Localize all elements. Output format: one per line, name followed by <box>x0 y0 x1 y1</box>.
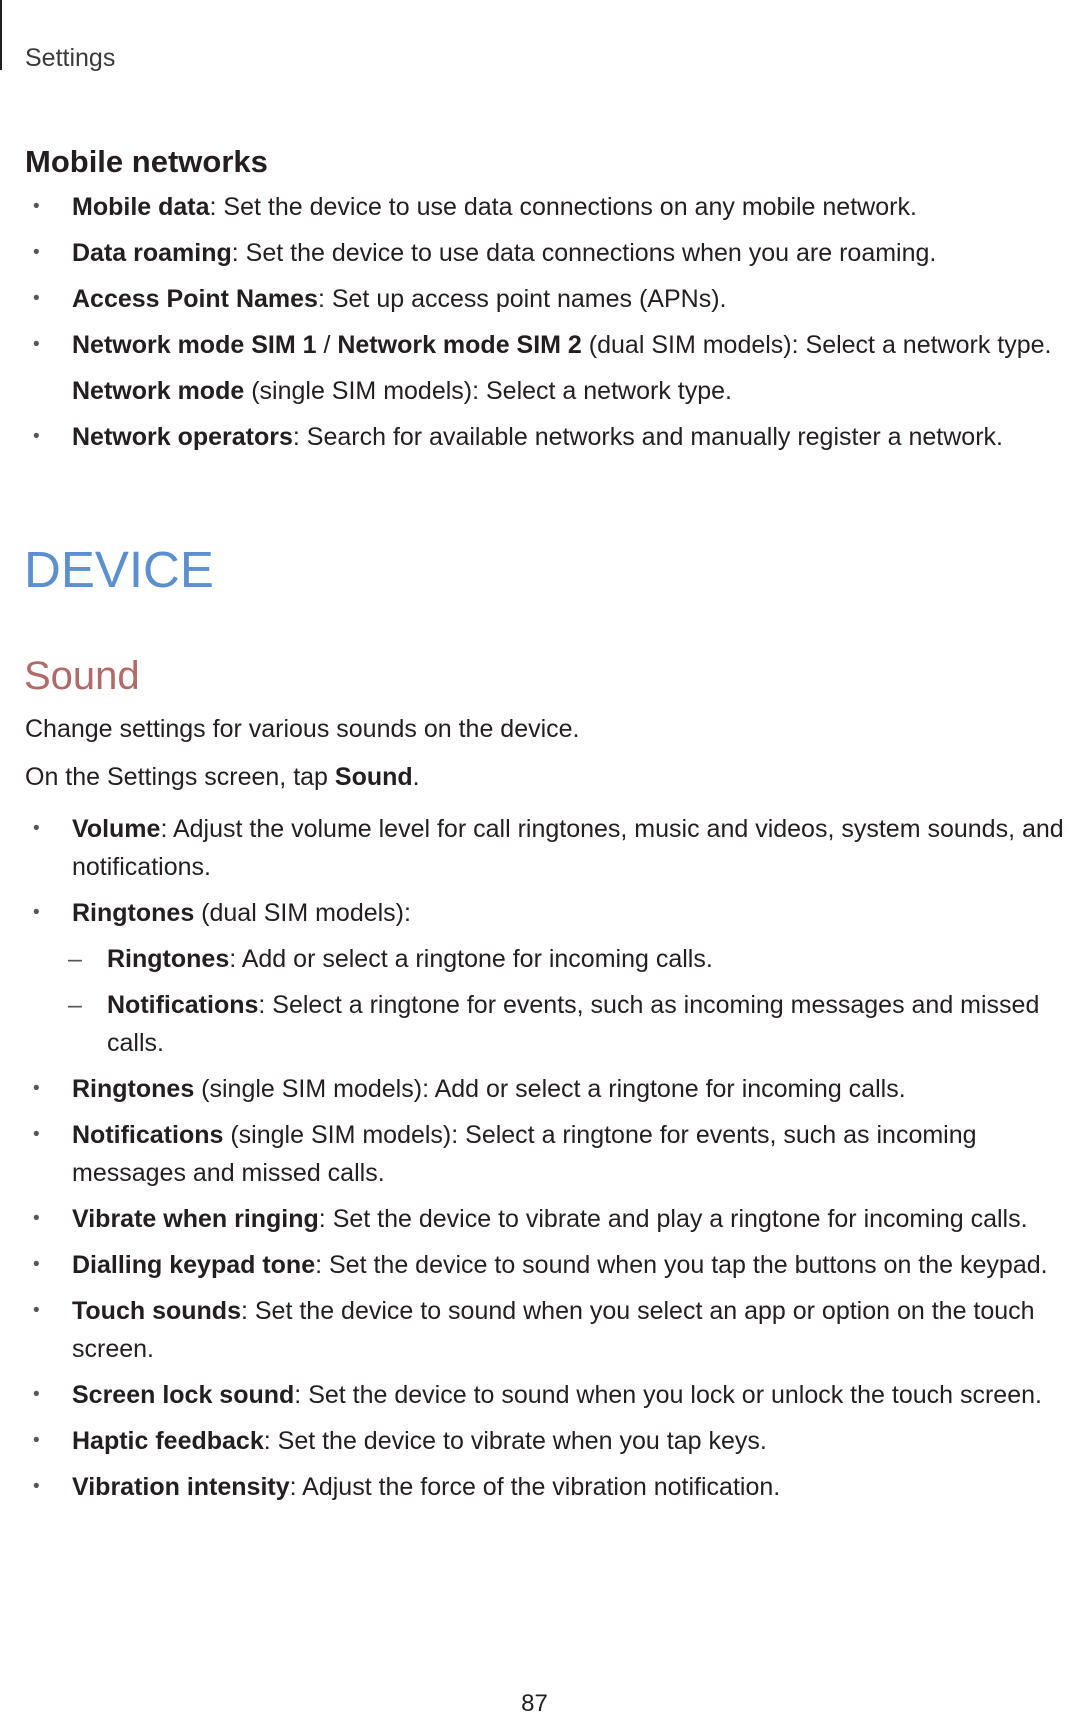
dash-icon: – <box>68 945 82 973</box>
list-item <box>25 234 1065 272</box>
bullet-icon: • <box>33 1124 40 1145</box>
mobile-networks-heading: Mobile networks <box>25 144 268 179</box>
item-text: : Adjust the volume level for call ringtones, music and videos, system sounds, and notifications. <box>72 815 1064 881</box>
item-separator: / <box>316 331 338 359</box>
item-text: : Set the device to vibrate when you tap keys. <box>263 1427 767 1455</box>
item-term: Network operators <box>72 423 293 451</box>
item-text: (single SIM models): Select a ringtone for events, such as incoming messages and missed calls. <box>72 1121 977 1187</box>
bullet-icon: • <box>33 902 40 923</box>
ringtones-sublist <box>68 940 1065 1062</box>
list-item <box>25 188 1065 226</box>
item-text: : Adjust the force of the vibration notification. <box>289 1473 781 1501</box>
list-item <box>25 810 1065 886</box>
bullet-icon: • <box>33 288 40 309</box>
list-item <box>25 1422 1065 1460</box>
page-header: Settings <box>25 44 116 72</box>
item-text: (dual SIM models): <box>194 899 411 927</box>
item-term: Vibration intensity <box>72 1473 290 1501</box>
tap-prefix: On the Settings screen, tap <box>25 763 335 791</box>
item-text: (single SIM models): Select a network type. <box>244 377 732 405</box>
bullet-icon: • <box>33 1254 40 1275</box>
sound-heading: Sound <box>24 654 140 698</box>
sound-list <box>25 810 1065 1514</box>
bullet-icon: • <box>33 1476 40 1497</box>
bullet-icon: • <box>33 426 40 447</box>
item-text: : Set up access point names (APNs). <box>317 285 727 313</box>
item-term: Screen lock sound <box>72 1381 295 1409</box>
item-term: Vibrate when ringing <box>72 1205 319 1233</box>
device-section-title: DEVICE <box>24 541 214 598</box>
item-term: Ringtones <box>72 899 195 927</box>
item-line-2 <box>72 372 1065 410</box>
tap-suffix: . <box>412 763 420 791</box>
bullet-icon: • <box>33 334 40 355</box>
list-item <box>25 1070 1065 1108</box>
item-text: : Set the device to sound when you tap the buttons on the keypad. <box>315 1251 1048 1279</box>
bullet-icon: • <box>33 1384 40 1405</box>
list-item <box>25 894 1065 1062</box>
item-term: Ringtones <box>72 1075 195 1103</box>
bullet-icon: • <box>33 818 40 839</box>
item-term: Network mode <box>72 377 245 405</box>
page-number: 87 <box>521 1690 548 1717</box>
list-item <box>25 326 1065 410</box>
item-term: Notifications <box>107 991 259 1019</box>
item-term-2: Network mode SIM 2 <box>337 331 582 359</box>
item-text: : Set the device to sound when you select an app or option on the touch screen. <box>72 1297 1035 1363</box>
mobile-networks-list <box>25 188 1065 464</box>
item-term: Access Point Names <box>72 285 318 313</box>
bullet-icon: • <box>33 242 40 263</box>
item-term: Dialling keypad tone <box>72 1251 316 1279</box>
item-text: : Select a ringtone for events, such as incoming messages and missed calls. <box>107 991 1040 1057</box>
item-text: : Set the device to use data connections on any mobile network. <box>209 193 917 221</box>
item-term: Notifications <box>72 1121 224 1149</box>
item-term: Mobile data <box>72 193 210 221</box>
list-item <box>25 1200 1065 1238</box>
list-item <box>25 1468 1065 1506</box>
item-text: : Search for available networks and manually register a network. <box>292 423 1003 451</box>
list-item <box>25 1116 1065 1192</box>
margin-rule <box>0 0 2 70</box>
list-item <box>25 418 1065 456</box>
bullet-icon: • <box>33 1430 40 1451</box>
item-text: (dual SIM models): Select a network type. <box>581 331 1052 359</box>
tap-term: Sound <box>334 763 413 791</box>
item-text: : Set the device to use data connections when you are roaming. <box>231 239 937 267</box>
item-term: Ringtones <box>107 945 230 973</box>
item-term: Haptic feedback <box>72 1427 264 1455</box>
list-item <box>25 1376 1065 1414</box>
item-term: Data roaming <box>72 239 232 267</box>
bullet-icon: • <box>33 1208 40 1229</box>
bullet-icon: • <box>33 1078 40 1099</box>
list-item <box>25 280 1065 318</box>
sound-intro: Change settings for various sounds on the device. <box>25 715 580 743</box>
item-text: : Add or select a ringtone for incoming calls. <box>229 945 713 973</box>
sublist-item <box>68 986 1065 1062</box>
item-term: Touch sounds <box>72 1297 241 1325</box>
item-text: : Set the device to sound when you lock or unlock the touch screen. <box>294 1381 1042 1409</box>
sublist-item <box>68 940 1065 978</box>
sound-tap-instruction <box>25 763 420 792</box>
item-term: Network mode SIM 1 <box>72 331 317 359</box>
list-item <box>25 1246 1065 1284</box>
dash-icon: – <box>68 991 82 1019</box>
bullet-icon: • <box>33 196 40 217</box>
list-item <box>25 1292 1065 1368</box>
bullet-icon: • <box>33 1300 40 1321</box>
item-term: Volume <box>72 815 161 843</box>
item-text: (single SIM models): Add or select a ringtone for incoming calls. <box>194 1075 906 1103</box>
item-text: : Set the device to vibrate and play a ringtone for incoming calls. <box>318 1205 1028 1233</box>
